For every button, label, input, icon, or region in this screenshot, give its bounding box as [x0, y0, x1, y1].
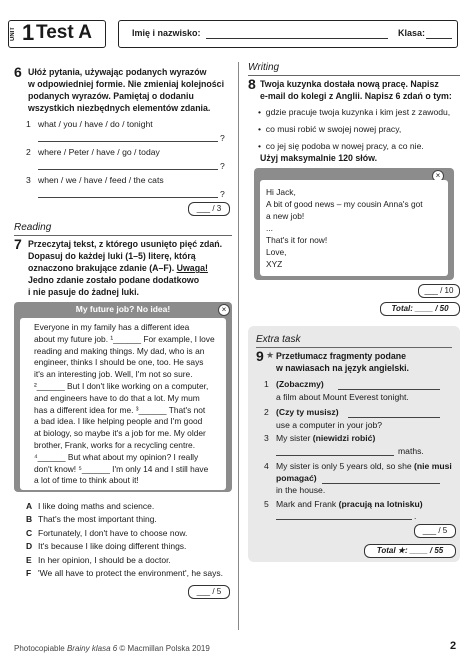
email-text: Hi Jack, A bit of good news – my cousin Anna's got a new job! ... That's it for now! Love, XYZ — [266, 187, 423, 269]
ex6-item-num: 1 — [26, 119, 31, 129]
class-label: Klasa: — [398, 28, 426, 38]
ex7-options — [26, 500, 236, 580]
ex9-item-cont: in the house. — [276, 485, 326, 495]
ex9-item-num: 3 — [264, 433, 269, 443]
section-divider — [248, 74, 460, 76]
question-mark: ? — [220, 189, 225, 199]
close-icon: × — [432, 170, 444, 182]
ex9-item: My sister (niewidzi robić) — [276, 433, 376, 443]
ex6-number: 6 — [14, 64, 22, 80]
ex9-item-cont: pomagać) — [276, 473, 317, 483]
ex9-item: (Zobaczmy) — [276, 379, 324, 389]
page-number: 2 — [450, 640, 457, 652]
ex6-item-text: what / you / have / do / tonight — [38, 119, 153, 129]
article-text: Everyone in my family has a different idea about my future job. ¹______ For example, I love reading and making things. My dad, who is an engineer, thinks I should be one, too. He says it's an interesting job. Well, I'm not so sure. ²______ But I don't like working on a computer, and engineers have to do that a lot. My mum has a different idea for me. ³______ That's not a bad idea. I like helping people and I'm good at biology, so maybe it's a job for me. My older brother, Frank, works for a recycling centre. ⁴______ But what about my opinion? I really don't know! ⁵______ I'm only 14 and I still have a lot of time to think about it! — [34, 322, 215, 486]
ex8-number: 8 — [248, 76, 256, 92]
footer-credit: Photocopiable Brainy klasa 6 © Macmillan Polska 2019 — [14, 644, 210, 653]
ex9-answer-line[interactable] — [276, 454, 394, 456]
ex9-answer-line[interactable] — [322, 482, 440, 484]
ex8-bullets: • gdzie pracuje twoja kuzynka i kim jest z zawodu, • co musi robić w swojej nowej pracy, • co jej się podoba w nowej pracy, a co nie. — [258, 107, 451, 151]
ex6-instruction: Ułóż pytania, używając podanych wyrazów w odpowiedniej formie. Nie zmieniaj kolejności podanych wyrazów. Pamiętaj o dodaniu wszystkich niezbędnych elementów zdania. — [28, 67, 225, 113]
name-field[interactable] — [206, 38, 388, 39]
ex9-item: My sister is only 5 years old, so she (nie musi — [276, 461, 452, 471]
extra-total-score: Total ★: ____ / 55 — [364, 544, 456, 558]
option-item: C Fortunately, I don't have to choose now. — [26, 527, 188, 538]
ex9-score: ___ / 5 — [414, 524, 456, 538]
article-title: My future job? No idea! — [75, 304, 171, 314]
ex7-score: ___ / 5 — [188, 585, 230, 599]
option-item: B That's the most important thing. — [26, 514, 157, 525]
ex9-item-num: 4 — [264, 461, 269, 471]
ex9-item: (Czy ty musisz) — [276, 407, 339, 417]
section-divider — [14, 234, 232, 236]
ex9-item-cont: a film about Mount Everest tonight. — [276, 392, 409, 402]
ex9-item-num: 2 — [264, 407, 269, 417]
ex9-item: Mark and Frank (pracują na lotnisku) — [276, 499, 423, 509]
ex9-item-cont: . — [414, 511, 417, 521]
question-mark: ? — [220, 133, 225, 143]
unit-number: 1 — [22, 20, 35, 45]
option-item: F 'We all have to protect the environment', he says. — [26, 568, 223, 579]
ex6-item-num: 2 — [26, 147, 31, 157]
section-divider — [256, 346, 452, 348]
ex6-item-text: where / Peter / have / go / today — [38, 147, 160, 157]
ex9-answer-line[interactable] — [338, 388, 440, 390]
ex6-score: ___ / 3 — [188, 202, 230, 216]
ex9-answer-line[interactable] — [276, 518, 412, 520]
ex9-item-num: 5 — [264, 499, 269, 509]
option-item: D It's because I like doing different things. — [26, 541, 187, 552]
uwaga-label: Uwaga! — [176, 263, 208, 273]
writing-section-title: Writing — [248, 62, 280, 73]
ex7-number: 7 — [14, 236, 22, 252]
ex6-answer-line[interactable] — [38, 196, 218, 198]
total-score: Total: ____ / 50 — [380, 302, 460, 316]
ex6-answer-line[interactable] — [38, 140, 218, 142]
unit-label: UNIT — [10, 27, 16, 41]
ex8-score: ___ / 10 — [418, 284, 460, 298]
ex8-instruction: Twoja kuzynka dostała nową pracę. Napisz e-mail do kolegi z Anglii. Napisz 6 zdań o tym: — [260, 79, 452, 101]
class-field[interactable] — [426, 38, 452, 39]
ex9-answer-line[interactable] — [348, 416, 440, 418]
ex9-instruction: Przetłumacz fragmenty podane w nawiasach na język angielski. — [276, 351, 409, 373]
ex9-item-num: 1 — [264, 379, 269, 389]
ex9-item-cont: use a computer in your job? — [276, 420, 383, 430]
ex6-answer-line[interactable] — [38, 168, 218, 170]
star-icon: ★ — [266, 350, 275, 360]
option-item: E In her opinion, I should be a doctor. — [26, 554, 171, 565]
ex6-item-text: when / we / have / feed / the cats — [38, 175, 164, 185]
test-title: Test A — [36, 22, 92, 43]
extra-section-title: Extra task — [256, 334, 301, 345]
ex9-item-cont: maths. — [398, 446, 424, 456]
question-mark: ? — [220, 161, 225, 171]
name-label: Imię i nazwisko: — [132, 28, 201, 38]
ex6-item-num: 3 — [26, 175, 31, 185]
ex7-instruction: Przeczytaj tekst, z którego usunięto pięć zdań. Dopasuj do każdej luki (1–5) literę, którą oznaczono brakujące zdanie (A–F). Uwaga! Jedno zdanie zostało podane dodatkowo i nie pasuje do żadnej luki. — [28, 239, 223, 297]
reading-section-title: Reading — [14, 222, 52, 233]
word-limit: Użyj maksymalnie 120 słów. — [260, 153, 378, 163]
column-divider — [238, 62, 239, 630]
ex9-number: 9 — [256, 348, 264, 364]
close-icon: × — [218, 304, 230, 316]
option-item: A I like doing maths and science. — [26, 501, 155, 511]
